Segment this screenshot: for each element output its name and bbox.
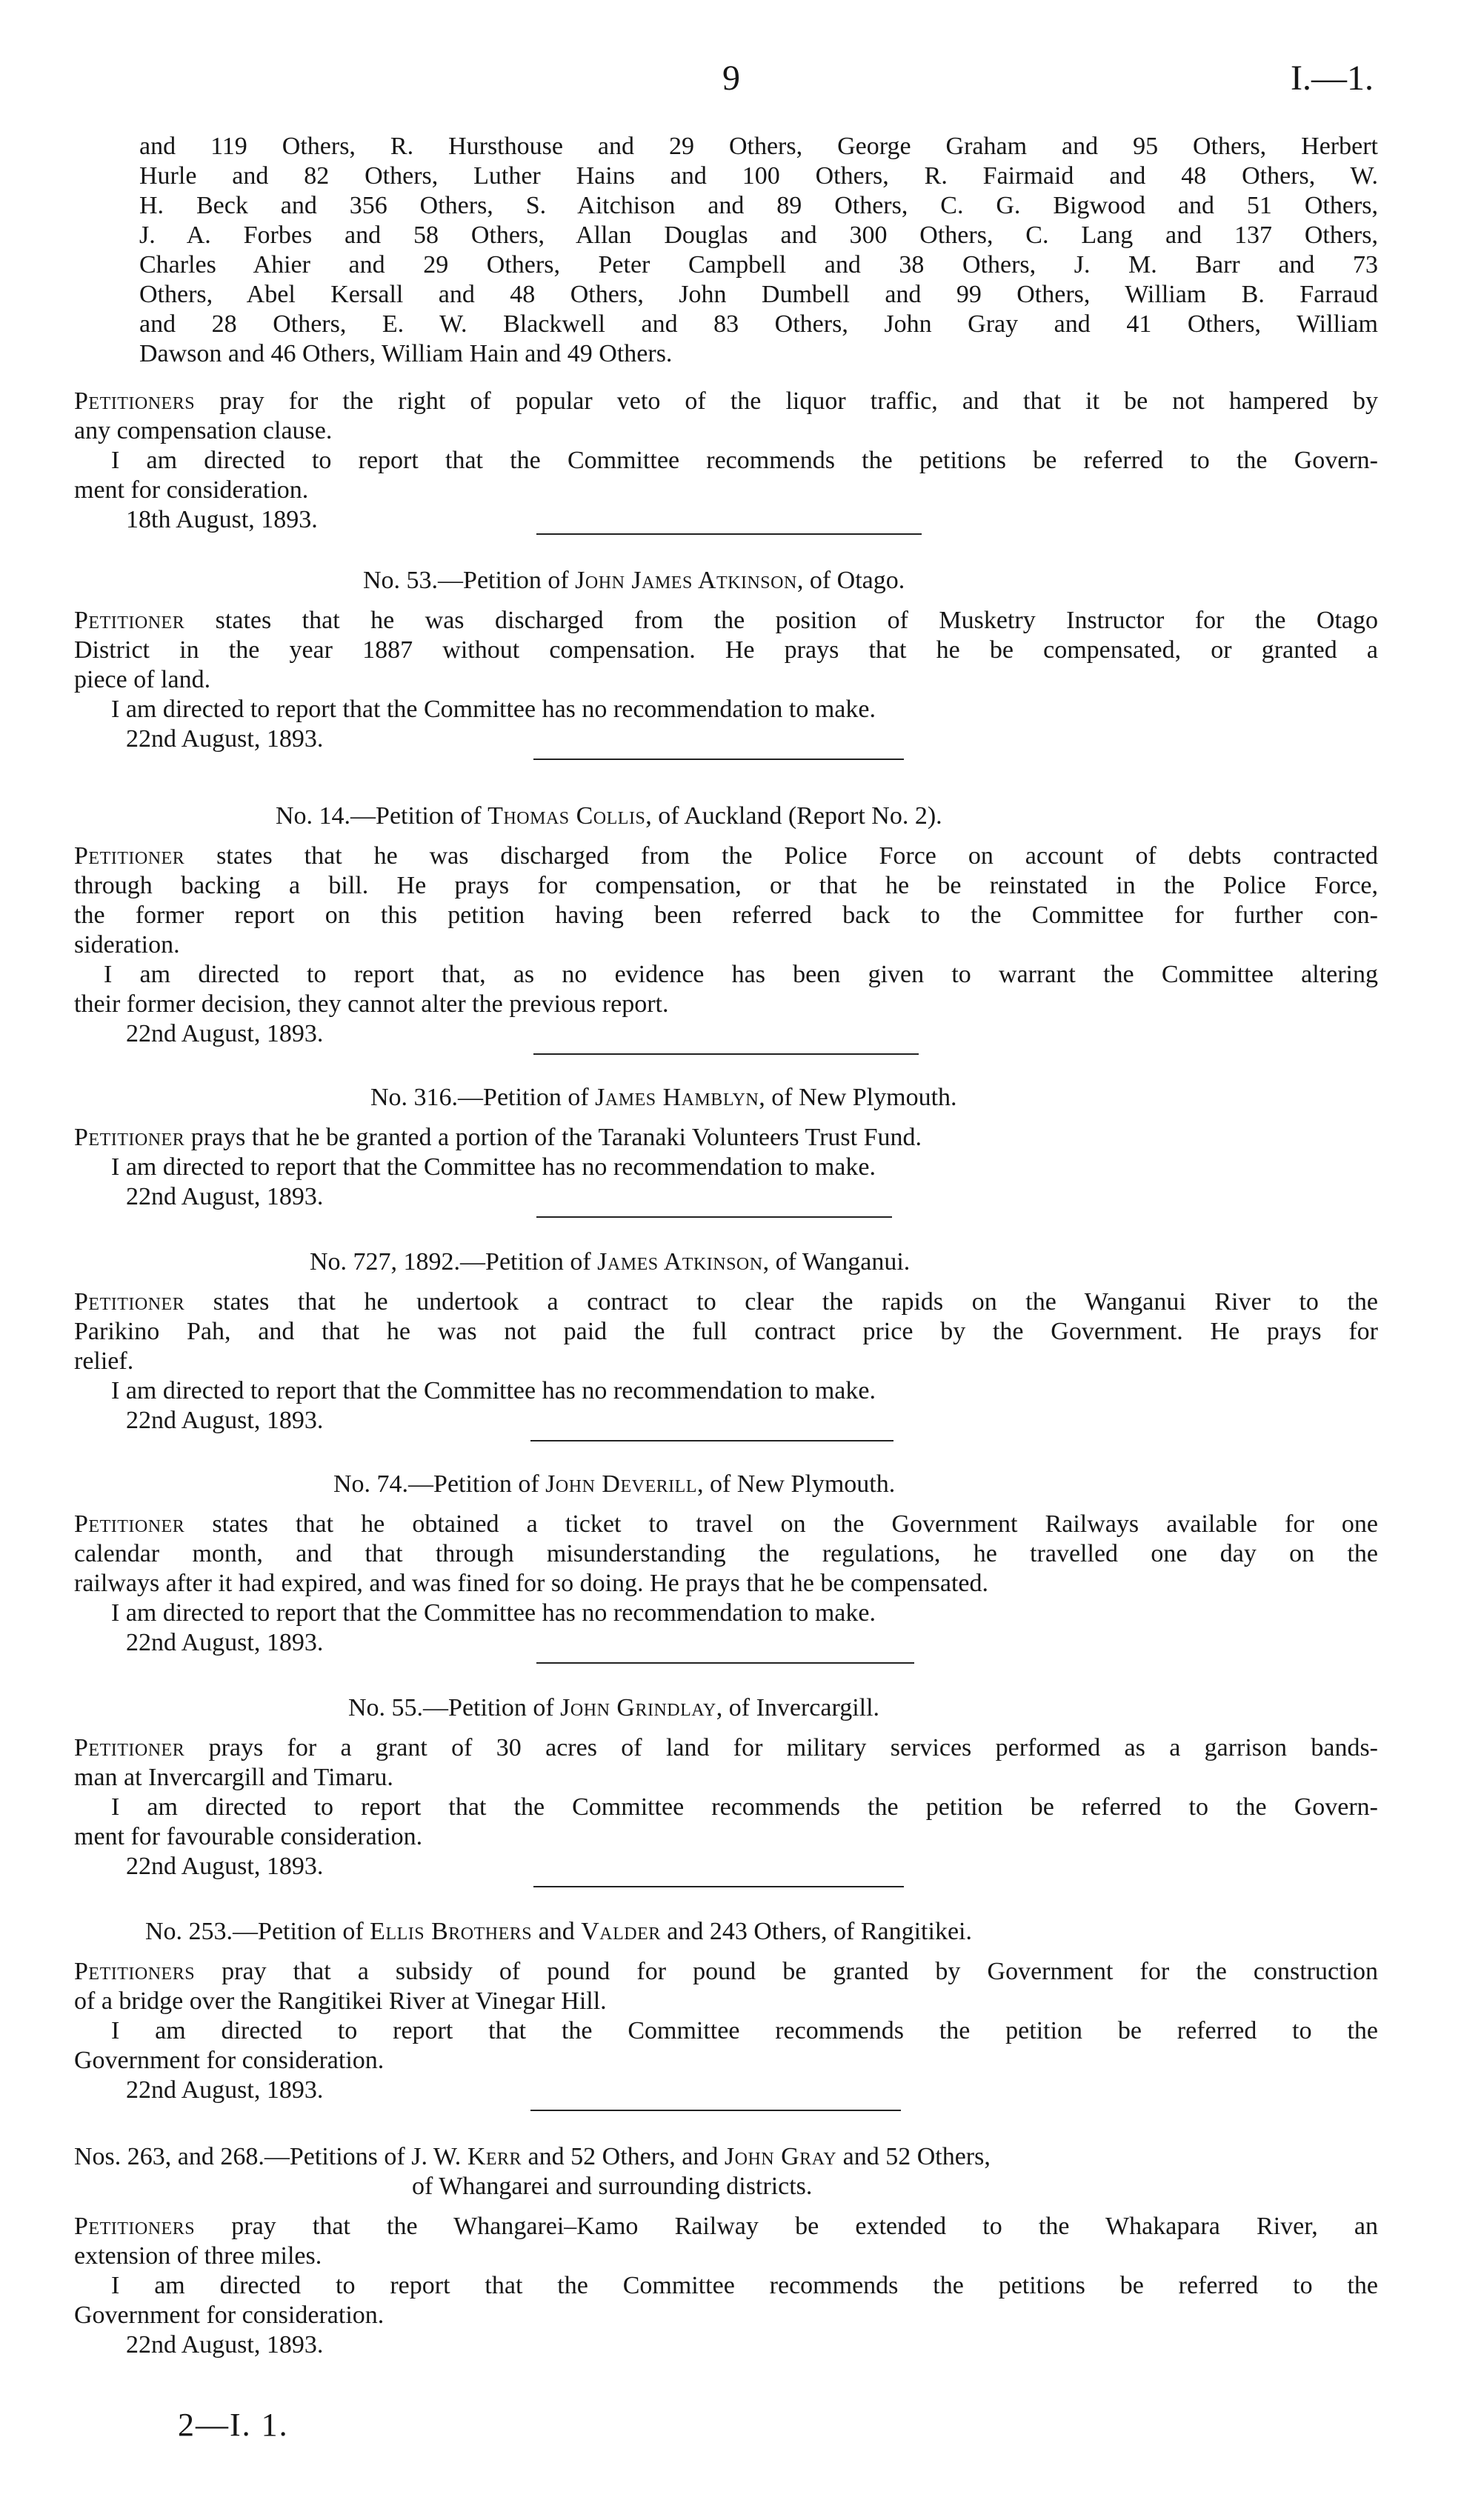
date: 22nd August, 1893. — [126, 1629, 324, 1656]
petition-heading — [348, 1693, 879, 1723]
report-line: I am directed to report that the Committee has no recommendation to make. — [111, 696, 876, 723]
petitioner-name: John Gray — [724, 2143, 837, 2170]
date: 22nd August, 1893. — [126, 2331, 324, 2359]
petitioner-name: James Atkinson — [597, 1248, 763, 1276]
date: 22nd August, 1893. — [126, 1853, 324, 1880]
section-divider — [536, 1216, 892, 1218]
date: 22nd August, 1893. — [126, 725, 324, 753]
petitioner-name: John Deverill — [545, 1470, 697, 1498]
heading-text: No. 55.—Petition of — [348, 1694, 561, 1721]
heading-text: , of New Plymouth. — [696, 1470, 896, 1498]
intro-line: Dawson and 46 Others, William Hain and 49 Others. — [139, 340, 673, 367]
body-text: pray for the right of popular veto of the liquor traffic, and that it be not hampered by — [219, 387, 1379, 415]
report-line: their former decision, they cannot alter the previous report. — [74, 990, 669, 1018]
petition-line: sideration. — [74, 931, 180, 959]
report-line: I am directed to report that the Committee recommends the petitions be referred to the — [111, 2272, 1378, 2299]
body-text: states that he was discharged from the Police Force on account of debts contracted — [216, 842, 1379, 870]
date: 22nd August, 1893. — [126, 1020, 324, 1047]
document-reference: I.—1. — [1291, 59, 1374, 98]
section-divider — [533, 759, 904, 760]
intro-line: J. A. Forbes and 58 Others, Allan Douglas and 300 Others, C. Lang and 137 Others, — [139, 221, 1378, 249]
petition-heading — [363, 566, 905, 596]
intro-body-line: ment for consideration. — [74, 476, 309, 504]
report-line: I am directed to report that the Committee has no recommendation to make. — [111, 1153, 876, 1181]
petitioner-name: Kerr — [467, 2143, 522, 2170]
intro-body-line: I am directed to report that the Committee recommends the petitions be referred to the Govern- — [111, 447, 1378, 474]
heading-text: , of Wanganui. — [762, 1248, 911, 1276]
heading-text: No. 53.—Petition of — [363, 567, 576, 594]
date: 22nd August, 1893. — [126, 1183, 324, 1210]
date: 22nd August, 1893. — [126, 1407, 324, 1434]
report-line: I am directed to report that the Committee recommends the petition be referred to the — [111, 2017, 1378, 2044]
heading-text: and — [532, 1918, 582, 1945]
intro-line: and 28 Others, E. W. Blackwell and 83 Others, John Gray and 41 Others, William — [139, 310, 1378, 338]
section-divider — [530, 1440, 893, 1441]
intro-line: and 119 Others, R. Hursthouse and 29 Others, George Graham and 95 Others, Herbert — [139, 133, 1378, 160]
heading-text: , of Auckland (Report No. 2). — [645, 802, 942, 830]
petition-line — [74, 841, 1378, 871]
heading-text: and 243 Others, of Rangitikei. — [660, 1918, 972, 1945]
petition-line — [74, 1510, 1378, 1539]
petition-line — [74, 1287, 1378, 1317]
report-line: I am directed to report that the Committee recommends the petition be referred to the Govern- — [111, 1793, 1378, 1821]
intro-line: H. Beck and 356 Others, S. Aitchison and 89 Others, C. G. Bigwood and 51 Others, — [139, 192, 1378, 219]
petitioner-label: Petitioner — [74, 607, 185, 634]
report-line: Government for consideration. — [74, 2301, 385, 2329]
petitioner-label: Petitioners — [74, 1958, 196, 1985]
petitioner-label: Petitioner — [74, 1734, 185, 1761]
heading-text: No. 14.—Petition of — [276, 802, 488, 830]
section-divider — [533, 1886, 904, 1887]
petition-line: man at Invercargill and Timaru. — [74, 1764, 393, 1791]
report-line: I am directed to report that, as no evidence has been given to warrant the Committee altering — [104, 961, 1378, 988]
petition-heading — [145, 1917, 972, 1947]
report-line: ment for favourable consideration. — [74, 1823, 423, 1850]
report-line: Government for consideration. — [74, 2047, 385, 2074]
intro-body-line: any compensation clause. — [74, 417, 333, 444]
report-line: I am directed to report that the Committee has no recommendation to make. — [111, 1377, 876, 1404]
petition-line: of a bridge over the Rangitikei River at Vinegar Hill. — [74, 1987, 607, 2015]
petition-heading — [310, 1247, 910, 1277]
petitioner-label: Petitioner — [74, 1510, 185, 1538]
petition-line — [74, 1123, 1378, 1153]
petition-heading — [333, 1470, 895, 1499]
petitioner-label: Petitioners — [74, 2213, 196, 2240]
petition-line: Parikino Pah, and that he was not paid the full contract price by the Government. He prays for — [74, 1318, 1378, 1345]
petition-line: extension of three miles. — [74, 2242, 322, 2270]
heading-text: No. 316.—Petition of — [370, 1084, 596, 1111]
section-divider — [530, 2110, 901, 2111]
body-text: prays that he be granted a portion of the Taranaki Volunteers Trust Fund. — [190, 1124, 922, 1151]
heading-text: No. 253.—Petition of — [145, 1918, 370, 1945]
heading-text: , of Otago. — [796, 567, 905, 594]
petition-heading — [74, 2142, 991, 2172]
petition-heading — [370, 1083, 957, 1113]
petition-line — [74, 2212, 1378, 2241]
petitioner-label: Petitioner — [74, 1288, 185, 1316]
petition-line — [74, 1733, 1378, 1763]
intro-line: Hurle and 82 Others, Luther Hains and 100 Others, R. Fairmaid and 48 Others, W. — [139, 162, 1378, 190]
petition-line — [74, 606, 1378, 636]
intro-line: Charles Ahier and 29 Others, Peter Campbell and 38 Others, J. M. Barr and 73 — [139, 251, 1378, 279]
section-divider — [536, 533, 922, 535]
date: 22nd August, 1893. — [126, 2076, 324, 2104]
petitioner-label: Petitioners — [74, 387, 196, 415]
petition-line: piece of land. — [74, 666, 211, 693]
petition-line: railways after it had expired, and was fined for so doing. He prays that he be compensated. — [74, 1570, 988, 1597]
petition-line — [74, 1957, 1378, 1987]
heading-text: and 52 Others, — [836, 2143, 991, 2170]
petitioner-name: Valder — [581, 1918, 661, 1945]
petition-heading-line2: of Whangarei and surrounding districts. — [412, 2173, 813, 2200]
petition-heading — [276, 801, 942, 831]
body-text: states that he undertook a contract to clear the rapids on the Wanganui River to the — [213, 1288, 1378, 1316]
heading-text: No. 727, 1892.—Petition of — [310, 1248, 598, 1276]
body-text: states that he was discharged from the position of Musketry Instructor for the Otago — [215, 607, 1378, 634]
petition-line: relief. — [74, 1347, 134, 1375]
petition-line: the former report on this petition having been referred back to the Committee for further con- — [74, 901, 1378, 929]
body-text: pray that the Whangarei–Kamo Railway be extended to the Whakapara River, an — [231, 2213, 1378, 2240]
petitioner-name: Thomas Collis — [487, 802, 646, 830]
heading-text: Nos. 263, and 268.—Petitions of J. W. — [74, 2143, 467, 2170]
page-number: 9 — [722, 59, 740, 98]
report-line: I am directed to report that the Committee has no recommendation to make. — [111, 1599, 876, 1627]
petitioner-name: James Hamblyn — [595, 1084, 759, 1111]
petition-line: through backing a bill. He prays for compensation, or that he be reinstated in the Police Force, — [74, 872, 1378, 899]
petition-line: District in the year 1887 without compensation. He prays that he be compensated, or granted a — [74, 636, 1378, 664]
body-text: pray that a subsidy of pound for pound be granted by Government for the construction — [222, 1958, 1378, 1985]
intro-line: Others, Abel Kersall and 48 Others, John Dumbell and 99 Others, William B. Farraud — [139, 281, 1378, 308]
date: 18th August, 1893. — [126, 506, 318, 533]
petitioner-name: Ellis Brothers — [370, 1918, 533, 1945]
intro-body-line — [74, 387, 1378, 416]
heading-text: and 52 Others, and — [522, 2143, 725, 2170]
heading-text: , of Invercargill. — [716, 1694, 880, 1721]
signature-mark: 2—I. 1. — [178, 2407, 289, 2443]
petition-line: calendar month, and that through misunderstanding the regulations, he travelled one day on the — [74, 1540, 1378, 1567]
petitioner-name: John Grindlay — [560, 1694, 716, 1721]
petitioner-label: Petitioner — [74, 842, 185, 870]
petitioner-label: Petitioner — [74, 1124, 185, 1151]
section-divider — [536, 1662, 914, 1664]
heading-text: No. 74.—Petition of — [333, 1470, 546, 1498]
petitioner-name: John James Atkinson — [575, 567, 797, 594]
heading-text: , of New Plymouth. — [759, 1084, 957, 1111]
body-text: states that he obtained a ticket to travel on the Government Railways available for one — [212, 1510, 1379, 1538]
section-divider — [533, 1053, 919, 1055]
body-text: prays for a grant of 30 acres of land for military services performed as a garrison bands- — [208, 1734, 1379, 1761]
